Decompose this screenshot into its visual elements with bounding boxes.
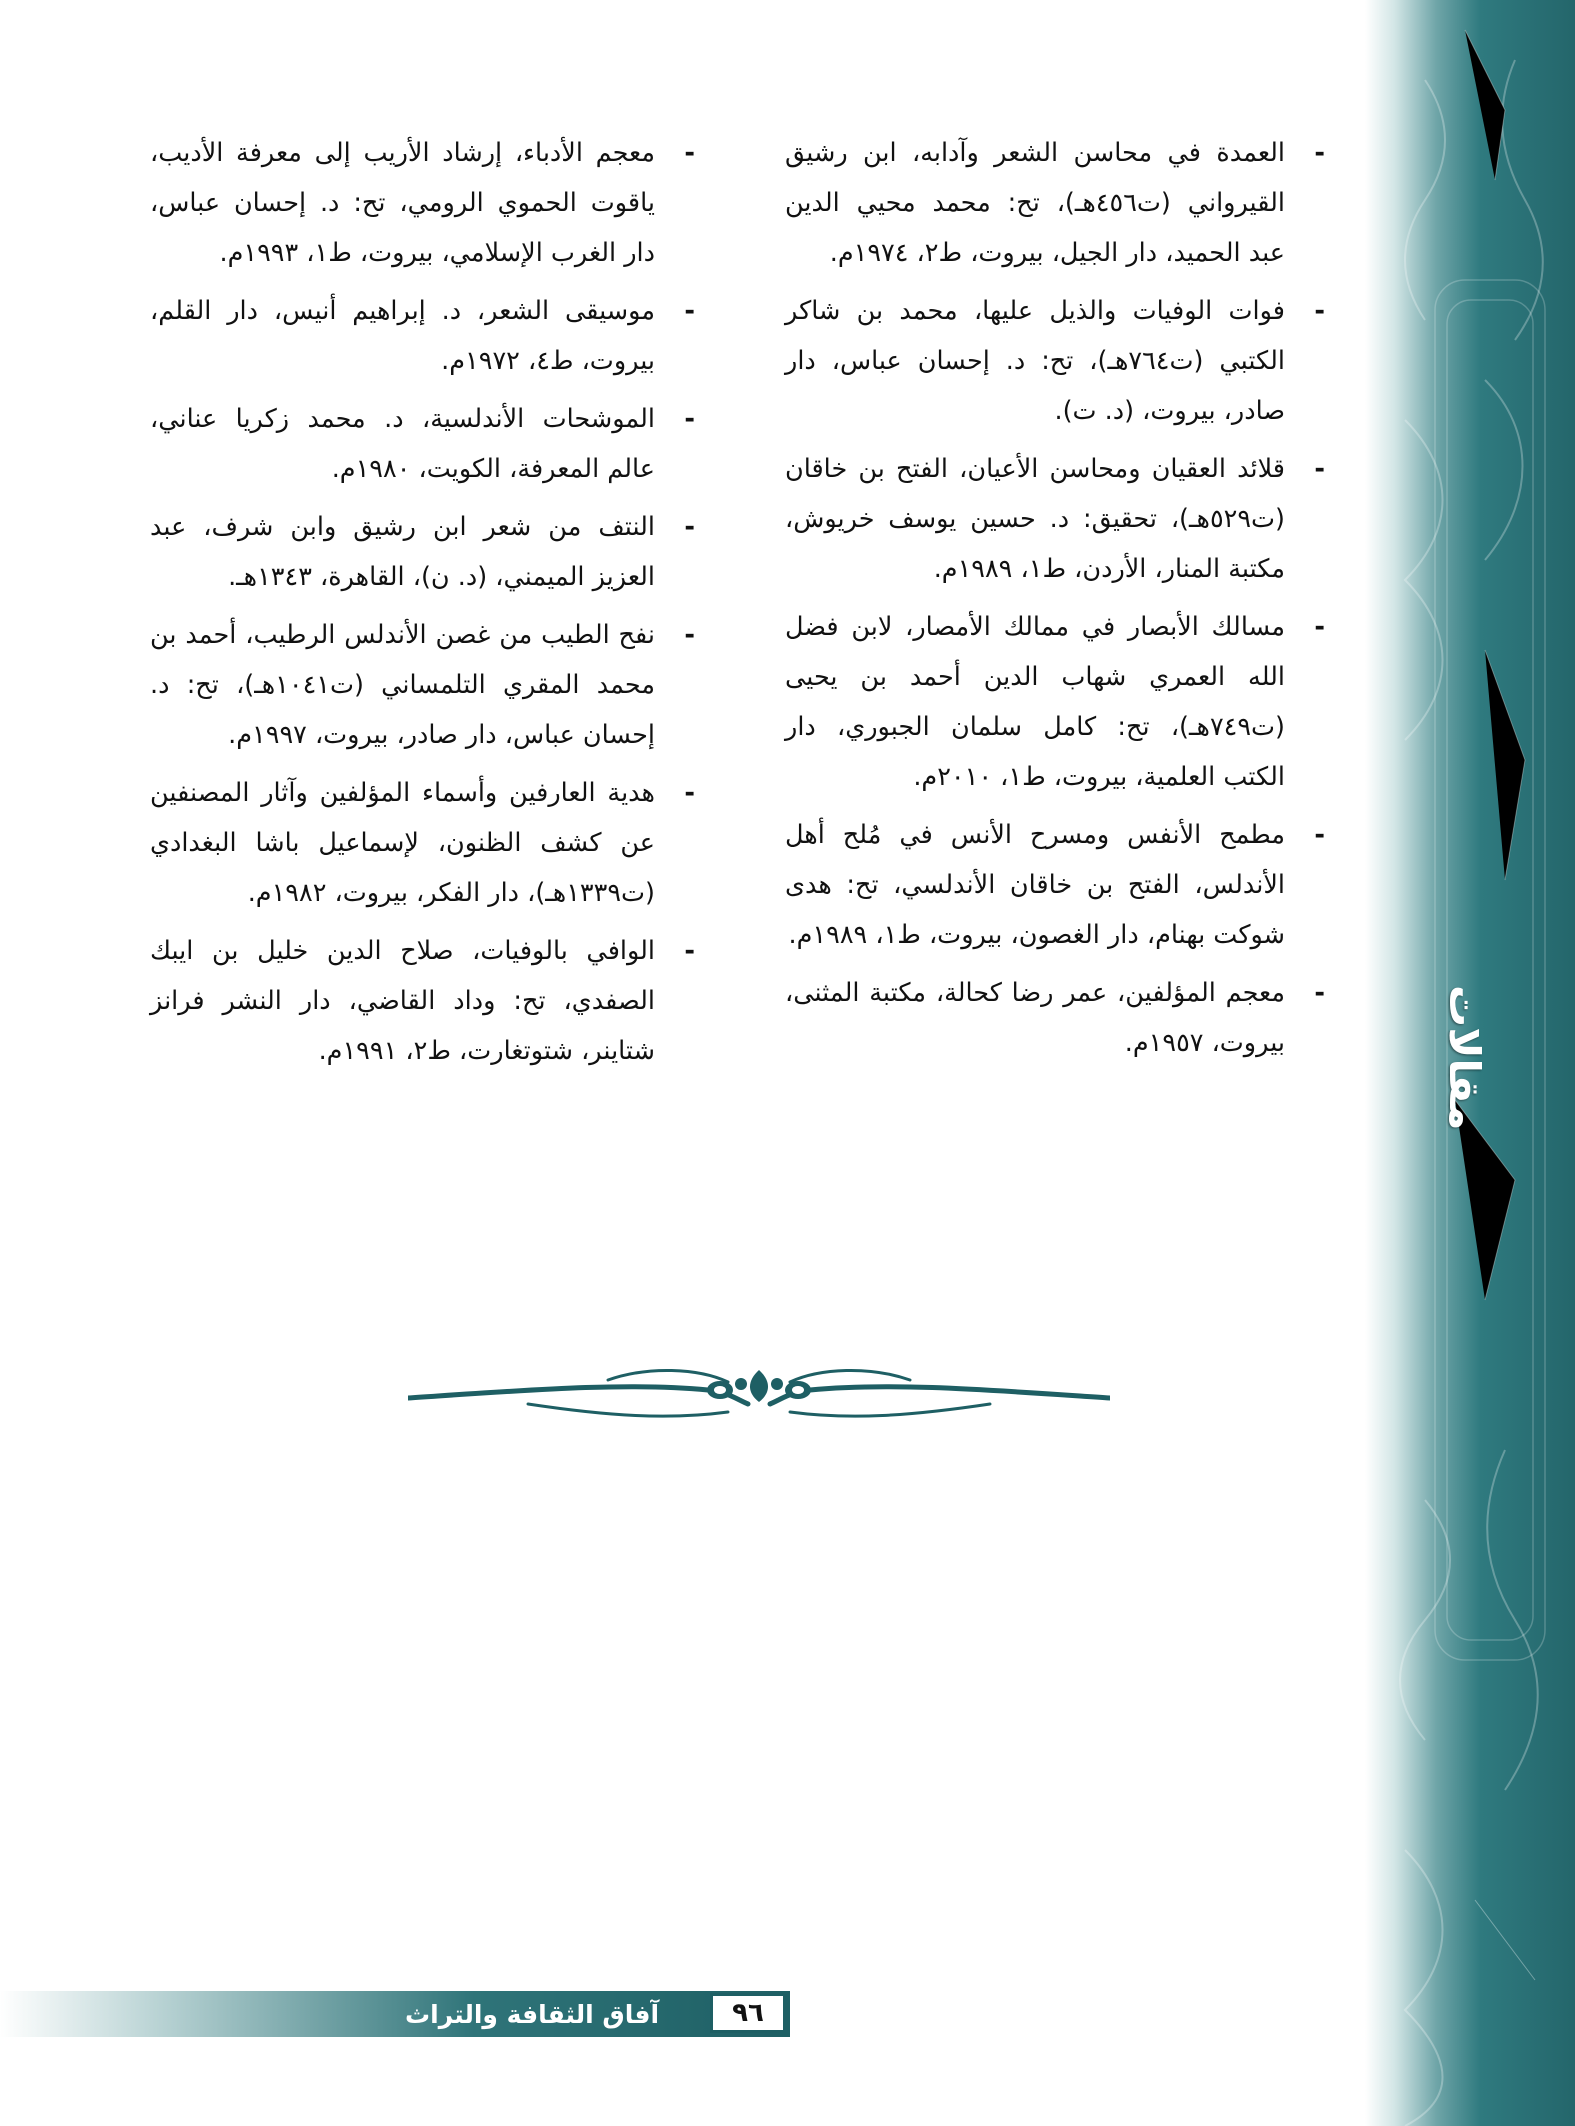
reference-item [785,602,1325,802]
bullet-dash: - [1314,296,1325,326]
reference-item [150,768,695,918]
reference-text: معجم الأدباء، إرشاد الأريب إلى معرفة الأديب، ياقوت الحموي الرومي، تح: د. إحسان عباس، دار الغرب الإسلامي، بيروت، ط١، ١٩٩٣م. [150,138,655,268]
reference-text: هدية العارفين وأسماء المؤلفين وآثار المصنفين عن كشف الظنون، لإسماعيل باشا البغدادي (ت١٣٣٩هـ)، دار الفكر، بيروت، ١٩٨٢م. [150,778,655,908]
bullet-dash: - [684,404,695,434]
reference-text: قلائد العقيان ومحاسن الأعيان، الفتح بن خاقان (ت٥٢٩هـ)، تحقيق: د. حسين يوسف خريوش، مكتبة المنار، الأردن، ط١، ١٩٨٩م. [785,454,1285,584]
bullet-dash: - [1314,138,1325,168]
section-label: مقالات [1440,985,1489,1131]
references-left-column [150,128,695,1084]
reference-text: الموشحات الأندلسية، د. محمد زكريا عناني، عالم المعرفة، الكويت، ١٩٨٠م. [150,404,655,484]
reference-text: النتف من شعر ابن رشيق وابن شرف، عبد العزيز الميمني، (د. ن)، القاهرة، ١٣٤٣هـ. [150,512,655,592]
reference-item [785,444,1325,594]
reference-item [150,128,695,278]
reference-text: مسالك الأبصار في ممالك الأمصار، لابن فضل الله العمري شهاب الدين أحمد بن يحيى (ت٧٤٩هـ)، تح: كامل سلمان الجبوري، دار الكتب العلمية، بيروت، ط١، ٢٠١٠م. [785,612,1285,792]
ornament-divider-icon [408,1360,1110,1430]
bullet-dash: - [1314,612,1325,642]
side-decorative-band [1365,0,1575,2126]
reference-list [785,128,1325,1068]
bullet-dash: - [684,936,695,966]
bullet-dash: - [684,778,695,808]
reference-item [785,968,1325,1068]
reference-item [785,128,1325,278]
reference-text: الوافي بالوفيات، صلاح الدين خليل بن ايبك الصفدي، تح: وداد القاضي، دار النشر فرانز شتاينر، شتوتغارت، ط٢، ١٩٩١م. [150,936,655,1066]
bullet-dash: - [684,620,695,650]
bullet-dash: - [684,512,695,542]
reference-text: موسيقى الشعر، د. إبراهيم أنيس، دار القلم، بيروت، ط٤، ١٩٧٢م. [150,296,655,376]
reference-list [150,128,695,1076]
references-right-column [785,128,1325,1076]
reference-item [785,810,1325,960]
page-number: ٩٦ [710,1993,786,2033]
reference-text: مطمح الأنفس ومسرح الأنس في مُلح أهل الأندلس، الفتح بن خاقان الأندلسي، تح: هدى شوكت بهنام، دار الغصون، بيروت، ط١، ١٩٨٩م. [785,820,1285,950]
reference-text: العمدة في محاسن الشعر وآدابه، ابن رشيق القيرواني (ت٤٥٦هـ)، تح: محمد محيي الدين عبد الحميد، دار الجيل، بيروت، ط٢، ١٩٧٤م. [785,138,1285,268]
footer-bar [0,1991,790,2037]
reference-text: معجم المؤلفين، عمر رضا كحالة، مكتبة المثنى، بيروت، ١٩٥٧م. [785,978,1285,1058]
reference-text: فوات الوفيات والذيل عليها، محمد بن شاكر الكتبي (ت٧٦٤هـ)، تح: د. إحسان عباس، دار صادر، بيروت، (د. ت). [785,296,1285,426]
bullet-dash: - [1314,978,1325,1008]
reference-item [785,286,1325,436]
bullet-dash: - [1314,454,1325,484]
bullet-dash: - [1314,820,1325,850]
reference-item [150,926,695,1076]
reference-item [150,502,695,602]
bullet-dash: - [684,138,695,168]
reference-item [150,394,695,494]
reference-item [150,286,695,386]
reference-text: نفح الطيب من غصن الأندلس الرطيب، أحمد بن محمد المقري التلمساني (ت١٠٤١هـ)، تح: د. إحسان عباس، دار صادر، بيروت، ١٩٩٧م. [150,620,655,750]
reference-item [150,610,695,760]
journal-title: آفاق الثقافة والتراث [405,2000,660,2029]
bullet-dash: - [684,296,695,326]
